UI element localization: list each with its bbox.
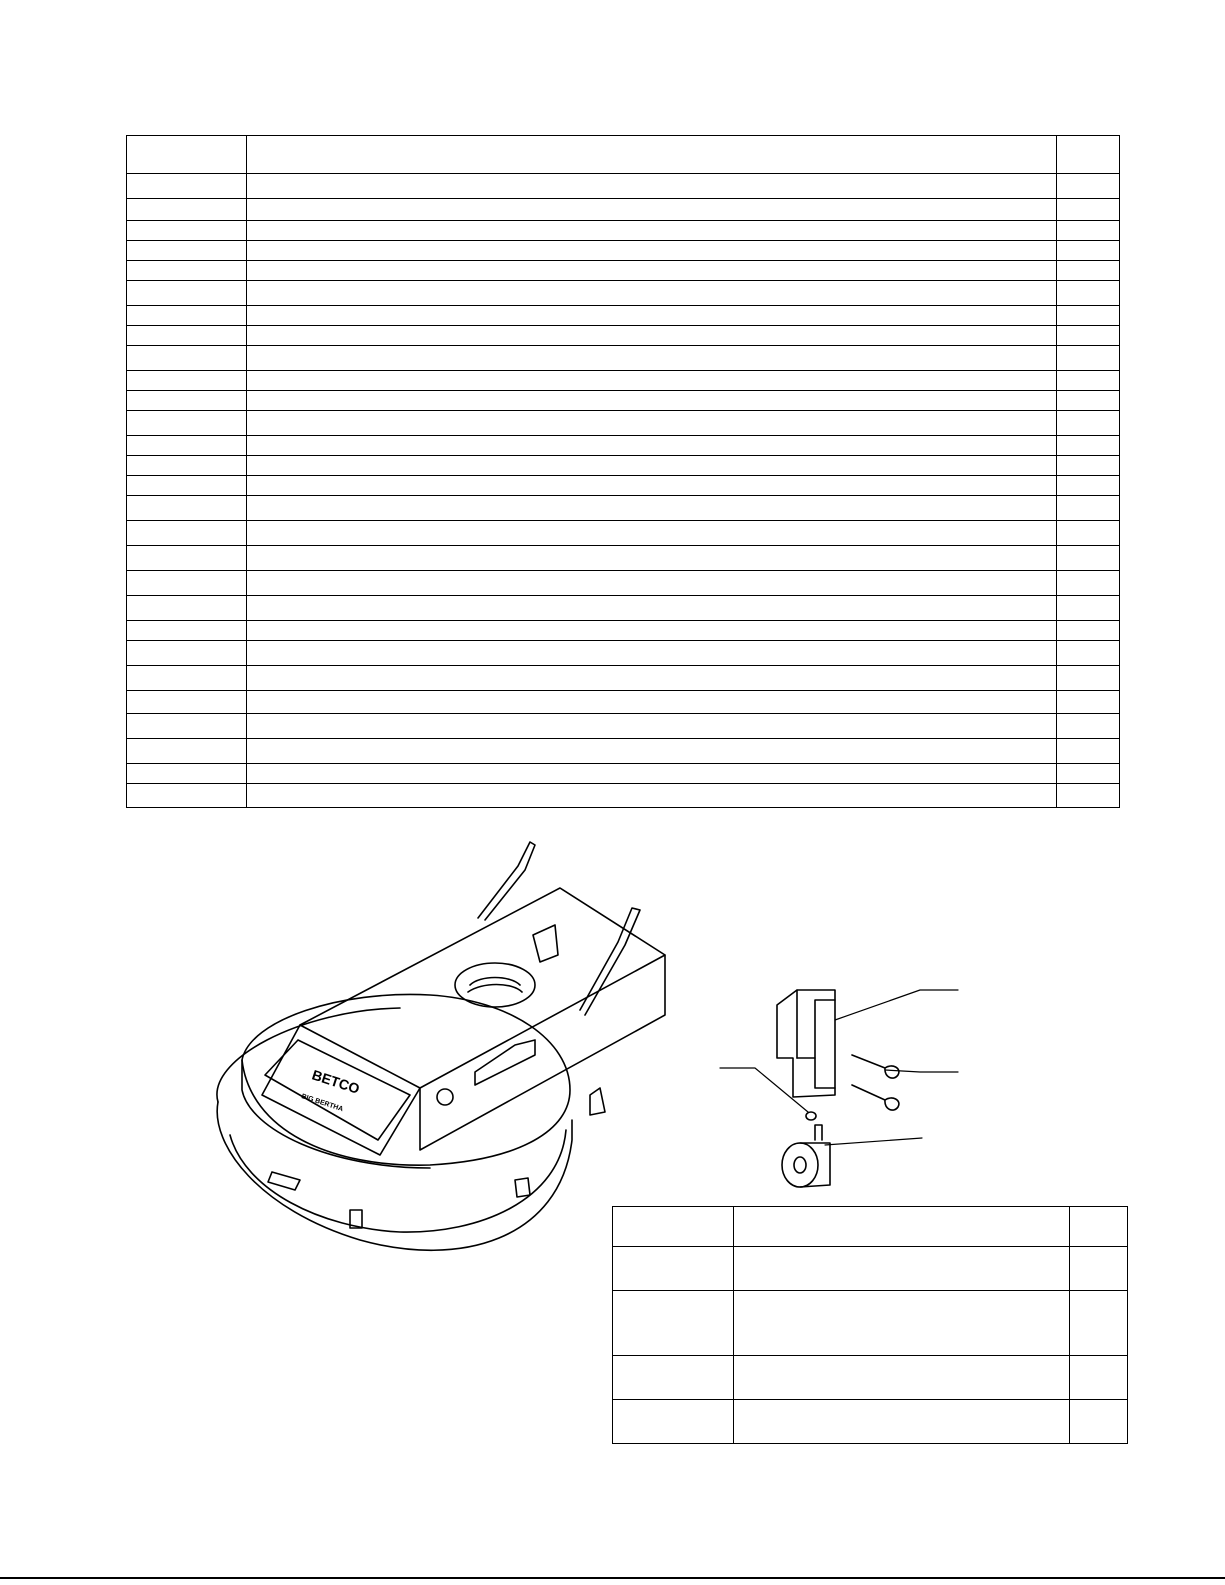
header-qty <box>1070 1207 1128 1247</box>
pin-lower <box>852 1085 899 1110</box>
header-description <box>734 1207 1070 1247</box>
machine-drawing <box>217 842 665 1250</box>
footer-rule <box>0 1577 1225 1579</box>
leader-line-3 <box>720 1068 808 1112</box>
leader-line-1 <box>835 990 958 1020</box>
cell-part-no <box>613 1400 734 1444</box>
handle-bracket-left <box>478 842 535 920</box>
caster-parts-table <box>612 1206 1128 1444</box>
cell-part-no <box>613 1356 734 1400</box>
leader-line-4 <box>825 1138 922 1145</box>
cell-part-no <box>613 1291 734 1356</box>
washer <box>806 1112 816 1120</box>
table-row <box>613 1291 1128 1356</box>
cell-description <box>734 1356 1070 1400</box>
cell-qty <box>1070 1247 1128 1291</box>
model-label: BIG BERTHA <box>300 1093 344 1114</box>
caster-bracket <box>777 990 835 1097</box>
handle-bracket-right <box>580 908 640 1015</box>
cell-qty <box>1070 1291 1128 1356</box>
table-header-row <box>613 1207 1128 1247</box>
leader-line-2 <box>885 1070 958 1072</box>
cell-description <box>734 1247 1070 1291</box>
cell-qty <box>1070 1356 1128 1400</box>
header-part-no <box>613 1207 734 1247</box>
chassis-top <box>300 888 665 1088</box>
table-row <box>613 1400 1128 1444</box>
table-row <box>613 1356 1128 1400</box>
cell-qty <box>1070 1400 1128 1444</box>
pin-upper <box>852 1055 899 1078</box>
caster-assembly-drawing <box>720 990 958 1187</box>
table-row <box>613 1247 1128 1291</box>
caster-wheel <box>782 1143 818 1187</box>
switch-box <box>533 925 558 962</box>
cell-description <box>734 1291 1070 1356</box>
cell-part-no <box>613 1247 734 1291</box>
brand-label: BETCO <box>310 1066 362 1097</box>
cell-description <box>734 1400 1070 1444</box>
